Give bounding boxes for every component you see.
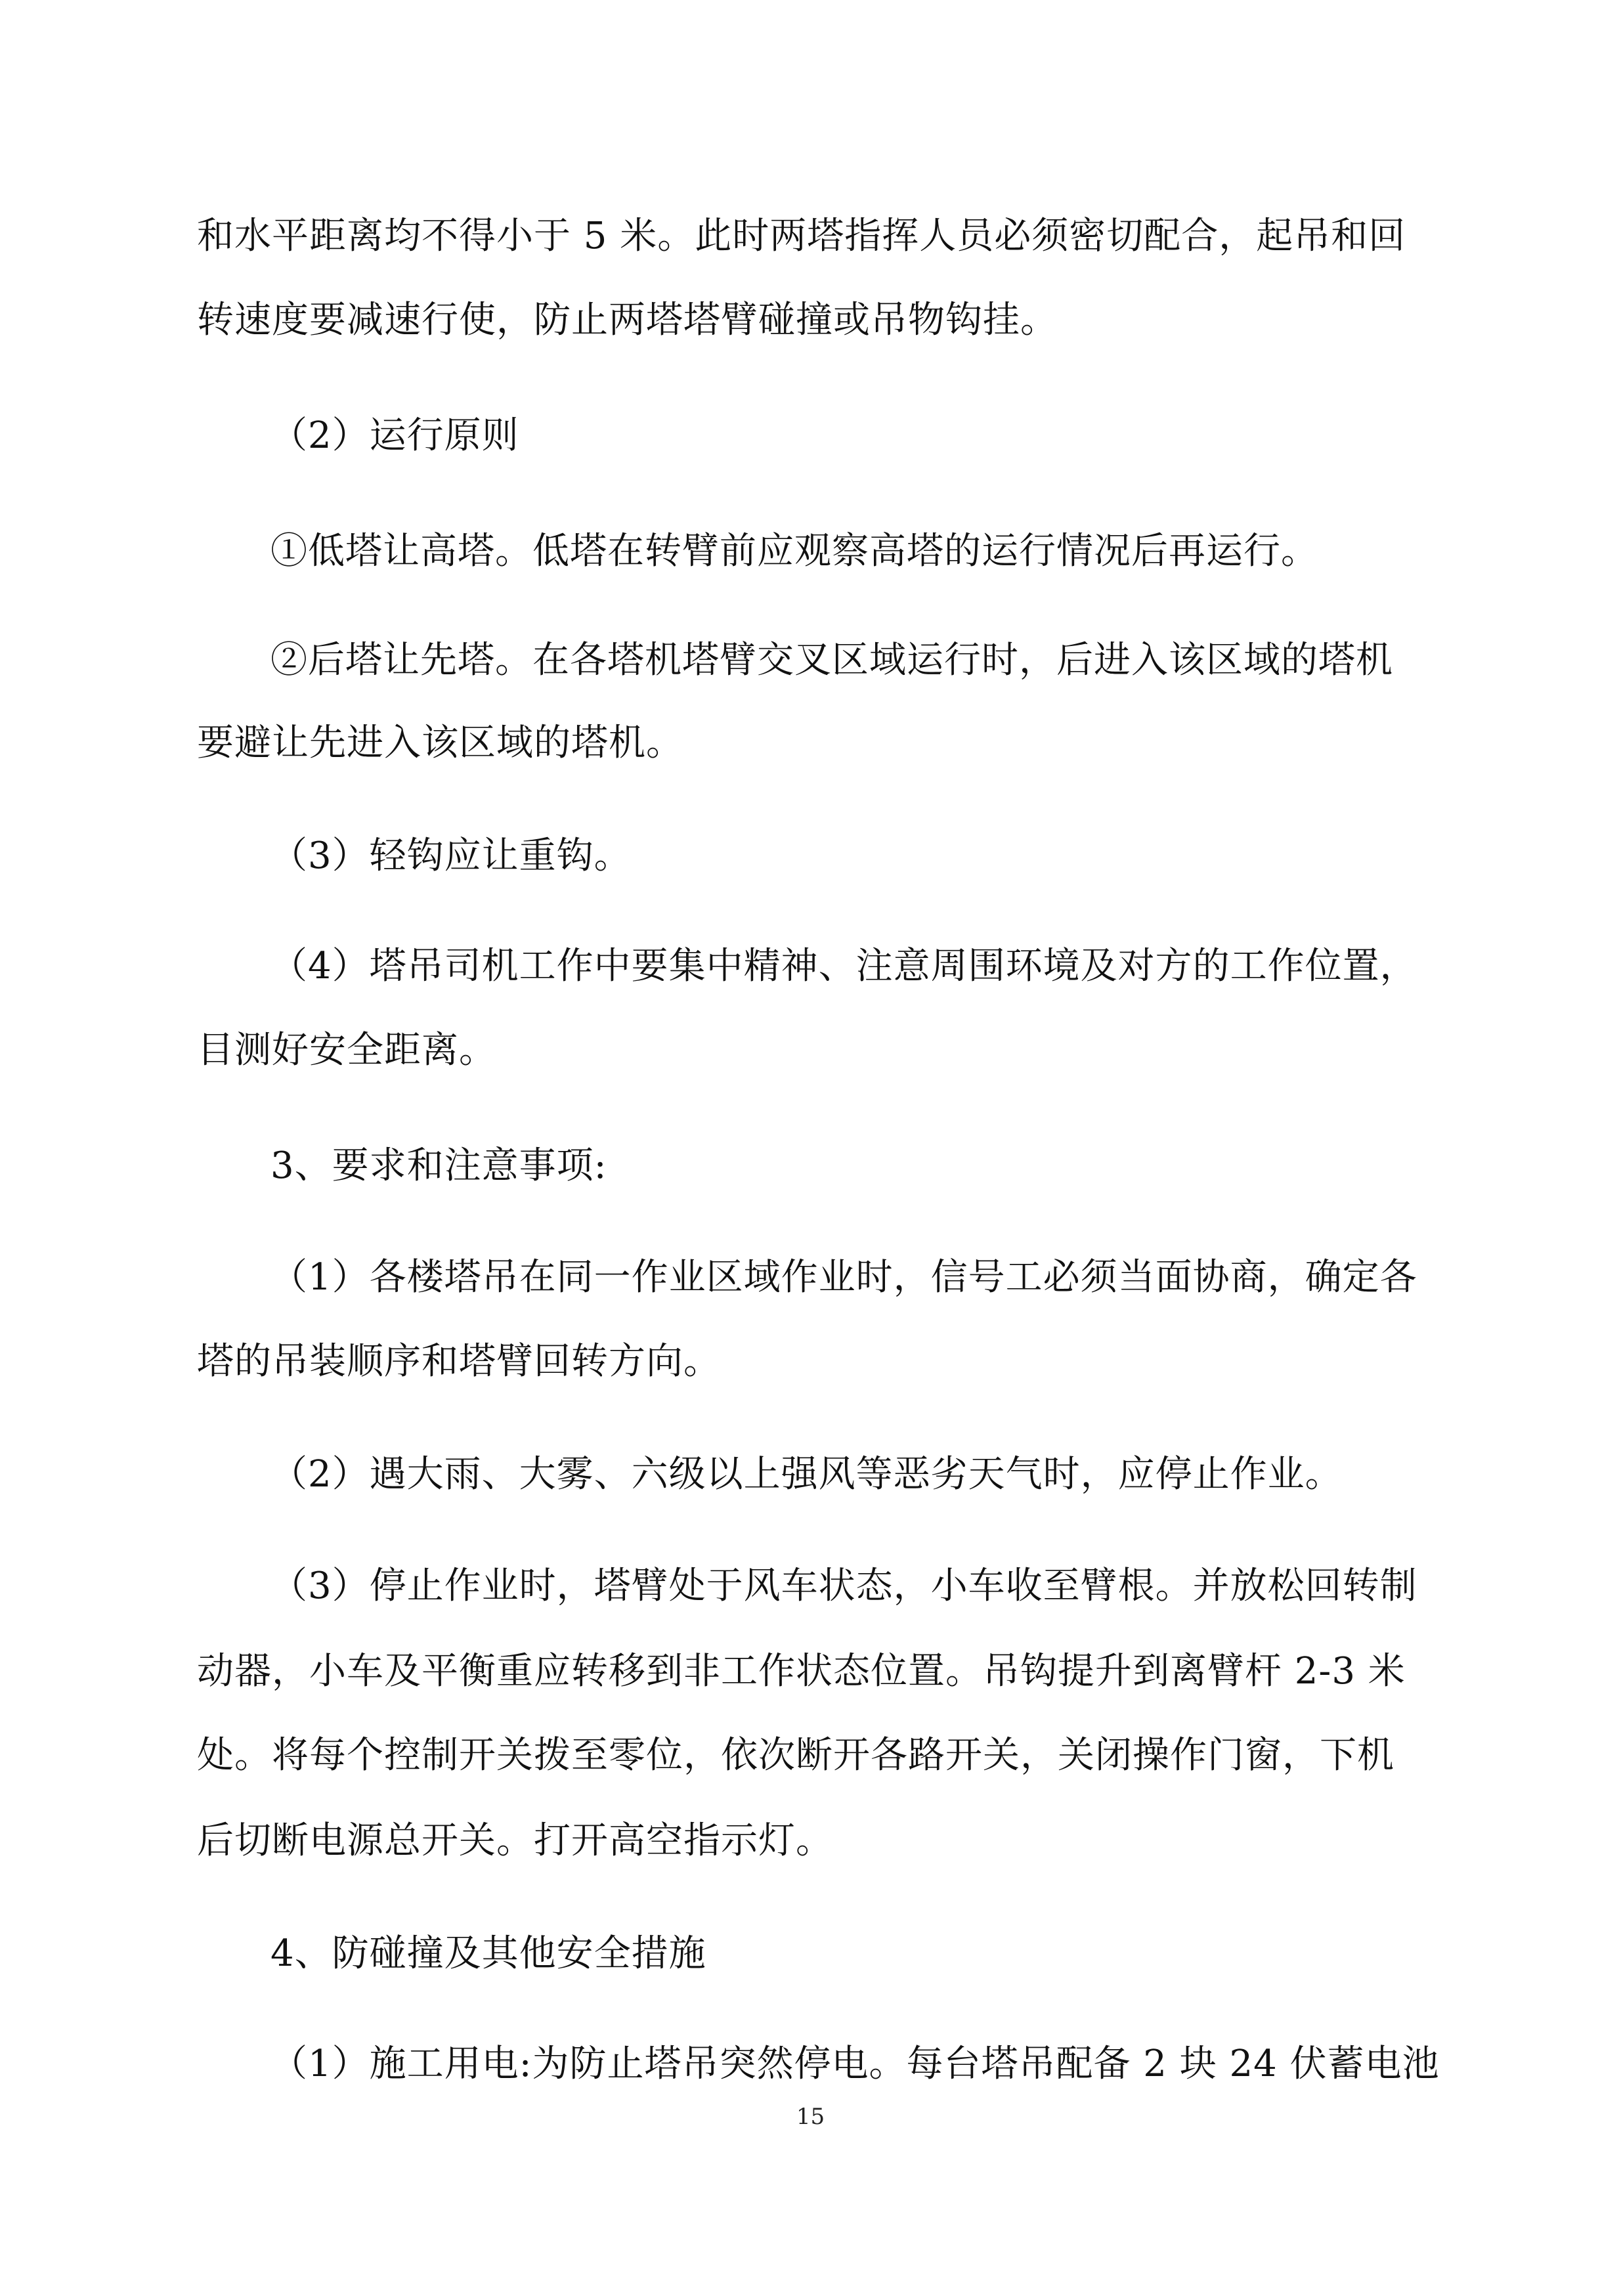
text-line: （3）停止作业时，塔臂处于风车状态，小车收至臂根。并放松回转制 xyxy=(270,1565,1417,1607)
text-line: 塔的吊装顺序和塔臂回转方向。 xyxy=(197,1340,721,1383)
page-number: 15 xyxy=(796,2104,825,2130)
section-heading: 3、要求和注意事项: xyxy=(270,1144,607,1187)
text-line: （2）遇大雨、大雾、六级以上强风等恶劣天气时，应停止作业。 xyxy=(270,1453,1343,1496)
text-line: ①低塔让高塔。低塔在转臂前应观察高塔的运行情况后再运行。 xyxy=(270,530,1318,573)
text-line: 处。将每个控制开关拨至零位，依次断开各路开关，关闭操作门窗，下机 xyxy=(197,1734,1394,1777)
text-line: 和水平距离均不得小于 5 米。此时两塔指挥人员必须密切配合，起吊和回 xyxy=(197,215,1406,257)
text-line: 转速度要减速行使，防止两塔塔臂碰撞或吊物钩挂。 xyxy=(197,299,1058,341)
text-line: 要避让先进入该区域的塔机。 xyxy=(197,722,683,764)
text-line: （1）施工用电:为防止塔吊突然停电。每台塔吊配备 2 块 24 伏蓄电池 xyxy=(270,2043,1440,2085)
section-heading: 4、防碰撞及其他安全措施 xyxy=(270,1932,706,1975)
text-line: ②后塔让先塔。在各塔机塔臂交叉区域运行时，后进入该区域的塔机 xyxy=(270,639,1393,682)
text-line: （3）轻钩应让重钩。 xyxy=(270,834,632,877)
text-line: （1）各楼塔吊在同一作业区域作业时，信号工必须当面协商，确定各 xyxy=(270,1256,1417,1299)
text-line: 后切断电源总开关。打开高空指示灯。 xyxy=(197,1819,833,1862)
text-line: 目测好安全距离。 xyxy=(197,1029,496,1072)
text-line: （4）塔吊司机工作中要集中精神、注意周围环境及对方的工作位置， xyxy=(270,945,1417,987)
text-line: 动器，小车及平衡重应转移到非工作状态位置。吊钩提升到离臂杆 2-3 米 xyxy=(197,1650,1406,1693)
text-line: （2）运行原则 xyxy=(270,414,519,457)
